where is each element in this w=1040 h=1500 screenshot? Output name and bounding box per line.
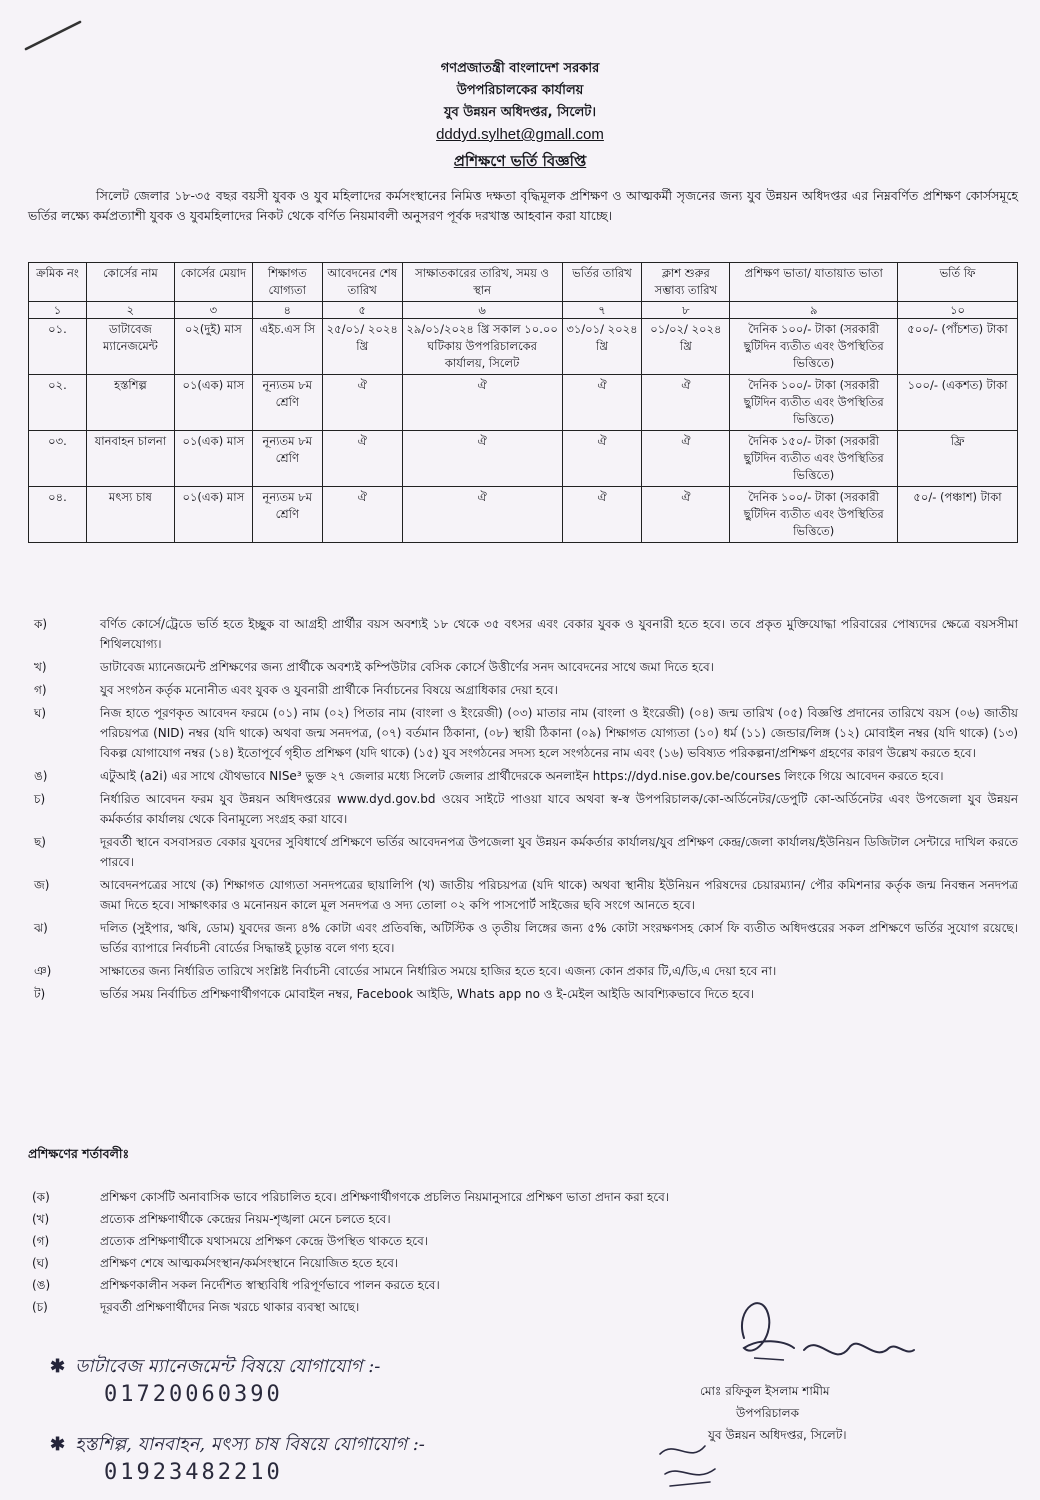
course-table [28,262,1018,543]
table-cell: ঐ [562,487,642,543]
table-cell: দৈনিক ১০০/- টাকা (সরকারী ছুটিদিন ব্যতীত এবং উপস্থিতির ভিত্তিতে) [730,319,898,375]
table-row [29,319,1018,375]
column-number: ৭ [562,302,642,319]
column-number: ৯ [730,302,898,319]
table-cell: ডাটাবেজ ম্যানেজমেন্ট [86,319,174,375]
condition-item [28,1186,928,1208]
rule-text: আবেদনপত্রের সাথে (ক) শিক্ষাগত যোগ্যতা সনদপত্রের ছায়ালিপি (খ) জাতীয় পরিচয়পত্র (যদি থাকে) অথবা স্থানীয় ইউনিয়ন পরিষদের চেয়ারম্যান/ পৌর কমিশনার কর্তৃক জন্ম নিবন্ধন সনদপত্র জমা দিতে হবে। সাক্ষাৎকার ও মনোনয়ন কালে মূল সনদপত্র ও সদ্য তোলা ০২ কপি পাসপোর্ট সাইজের ছবি সংগে আনতে হবে। [100,878,1018,912]
rule-marker: চ) [34,792,46,806]
table-cell: ৫০০/- (পাঁচশত) টাকা [898,319,1018,375]
table-cell: নূন্যতম ৮ম শ্রেণি [252,375,322,431]
condition-item [28,1208,928,1230]
rule-marker: ক) [34,617,48,631]
pen-stroke-mark [22,18,84,52]
header-admission-date: ভর্তির তারিখ [562,263,642,302]
department-name: যুব উন্নয়ন অধিদপ্তর, সিলেট। [443,105,597,120]
table-cell: ফ্রি [898,431,1018,487]
table-cell: ০২(দুই) মাস [174,319,252,375]
table-cell: ঐ [402,375,562,431]
header-fee: ভর্তি ফি [898,263,1018,302]
table-cell: ০১(এক) মাস [174,487,252,543]
header-interview: সাক্ষাতকারের তারিখ, সময় ও স্থান [402,263,562,302]
signatory-designation: উপপরিচালক [736,1406,799,1420]
column-number: ১ [29,302,87,319]
condition-text: দূরবর্তী প্রশিক্ষণার্থীদের নিজ খরচে থাকার ব্যবস্থা আছে। [100,1300,360,1314]
asterisk-icon: ✱ [50,1356,66,1377]
rule-item [28,657,1018,677]
header-course-name: কোর্সের নাম [86,263,174,302]
table-cell: ঐ [322,375,402,431]
column-number-row [29,302,1018,319]
office-name: উপপরিচালকের কার্যালয় [456,83,584,98]
rule-item [28,918,1018,958]
rule-item [28,614,1018,654]
table-cell: ২৫/০১/ ২০২৪ খ্রি [322,319,402,375]
rule-marker: জ) [34,878,50,892]
condition-text: প্রত্যেক প্রশিক্ষণার্থীকে যথাসময়ে প্রশিক্ষণ কেন্দ্রে উপস্থিত থাকতে হবে। [100,1234,429,1248]
rule-marker: গ) [34,683,47,697]
table-cell: দৈনিক ১০০/- টাকা (সরকারী ছুটিদিন ব্যতীত এবং উপস্থিতির ভিত্তিতে) [730,375,898,431]
rule-text: দলিত (সুইপার, ঋষি, ডোম) যুবদের জন্য ৪% কোটা এবং প্রতিবন্ধি, অটিস্টিক ও তৃতীয় লিঙ্গের জন্য ৫% কোটা সংরক্ষণসহ কোর্স ফি ব্যতীত অধিদপ্তরের সকল প্রশিক্ষণে ভর্তির সুযোগ রয়েছে। ভর্তির ব্যাপারে নির্বাচনী বোর্ডের সিদ্ধান্তই চূড়ান্ত বলে গণ্য হবে। [100,921,1018,955]
column-number: ৪ [252,302,322,319]
rule-item [28,703,1018,763]
initial-scribble-mark [650,1434,730,1494]
rule-text: দূরবর্তী স্থানে বসবাসরত বেকার যুবদের সুবিধার্থে প্রশিক্ষণে ভর্তির আবেদনপত্র উপজেলা যুব উন্নয়ন কর্মকর্তার কার্যালয়/যুব প্রশিক্ষণ কেন্দ্র/জেলা কার্যালয়/ইউনিয়ন ডিজিটাল সেন্টারে দাখিল করতে পারবে। [100,835,1018,869]
condition-marker: (ঙ) [32,1278,51,1292]
rule-marker: ঝ) [34,921,48,935]
condition-marker: (চ) [32,1300,48,1314]
asterisk-icon: ✱ [50,1434,66,1455]
intro-paragraph: সিলেট জেলার ১৮-৩৫ বছর বয়সী যুবক ও যুব মহিলাদের কর্মসংস্থানের নিমিত্ত দক্ষতা বৃদ্ধিমূলক প্রশিক্ষণ ও আত্মকর্মী সৃজনের জন্য যুব উন্নয়ন অধিদপ্তর এর নিম্নবর্ণিত প্রশিক্ষণ কোর্সসমূহে ভর্তির লক্ষ্যে কর্মপ্রত্যাশী যুবক ও যুবমহিলাদের নিকট থেকে বর্ণিত নিয়মাবলী অনুসরণ পূর্বক দরখাস্ত আহবান করা যাচ্ছে। [28,188,1018,223]
table-cell: ২৯/০১/২০২৪ খ্রি সকাল ১০.০০ ঘটিকায় উপপরিচালকের কার্যালয়, সিলেট [402,319,562,375]
rule-marker: ঞ) [34,964,52,978]
table-cell: এইচ.এস সি [252,319,322,375]
table-cell: ৫০/- (পঞ্চাশ) টাকা [898,487,1018,543]
rule-marker: ঘ) [34,706,47,720]
rule-marker: ট) [34,987,46,1001]
signatory-block [690,1380,990,1446]
table-cell: দৈনিক ১০০/- টাকা (সরকারী ছুটিদিন ব্যতীত এবং উপস্থিতির ভিত্তিতে) [730,487,898,543]
rule-text: যুব সংগঠন কর্তৃক মনোনীত এবং যুবক ও যুবনারী প্রার্থীকে নির্বাচনের বিষয়ে অগ্রাধিকার দেয়া হবে। [100,683,558,697]
table-cell: ঐ [402,431,562,487]
table-header-row [29,263,1018,302]
handwritten-note-database [50,1352,380,1383]
rule-text: নির্ধারিত আবেদন ফরম যুব উন্নয়ন অধিদপ্তরের www.dyd.gov.bd ওয়েব সাইটে পাওয়া যাবে অথবা স্ব-স্ব উপপরিচালক/কো-অর্ডিনেটর/ডেপুটি কো-অর্ডিনেটর এবং উপজেলা যুব উন্নয়ন কর্মকর্তার কার্যালয় থেকে বিনামূল্যে সংগ্রহ করা যাবে। [100,792,1018,826]
table-cell: ঐ [322,487,402,543]
government-name: গণপ্রজাতন্ত্রী বাংলাদেশ সরকার [440,61,600,76]
rule-text: নিজ হাতে পূরণকৃত আবেদন ফরমে (০১) নাম (০২) পিতার নাম (বাংলা ও ইংরেজী) (০৩) মাতার নাম (বাংলা ও ইংরেজী) (০৪) জন্ম তারিখ (০৫) বিজ্ঞপ্তি প্রদানের তারিখে বয়স (০৬) জাতীয় পরিচয়পত্র (NID) নম্বর (যদি থাকে) অথবা জন্ম সনদপত্র, (০৭) বর্তমান ঠিকানা, (০৮) স্থায়ী ঠিকানা (০৯) শিক্ষাগত যোগ্যতা (১০) ধর্ম (১১) জেন্ডার/লিঙ্গ (১২) মোবাইল নম্বর (যদি থাকে) (১৩) বিকল্প যোগাযোগ নম্বর (১৪) ইতোপূর্বে গৃহীত প্রশিক্ষণ (যদি থাকে) (১৫) যুব সংগঠনের সদস্য হলে সংগঠনের নাম এবং (১৬) ভবিষ্যত পরিকল্পনা/প্রশিক্ষণ গ্রহণের কারণ উল্লেখ করতে হবে। [100,706,1018,760]
column-number: ১০ [898,302,1018,319]
handwritten-phone-2[interactable]: 01923482210 [104,1460,283,1485]
rule-text: ডাটাবেজ ম্যানেজমেন্ট প্রশিক্ষণের জন্য প্রার্থীকে অবশ্যই কম্পিউটার বেসিক কোর্সে উত্তীর্ণের সনদ আবেদনের সাথে জমা দিতে হবে। [100,660,714,674]
table-cell: যানবাহন চালনা [86,431,174,487]
table-cell: ঐ [642,431,730,487]
letterhead [0,58,1040,172]
table-cell: ০১/০২/ ২০২৪ খ্রি [642,319,730,375]
table-cell: ০১. [29,319,87,375]
header-last-date: আবেদনের শেষ তারিখ [322,263,402,302]
handwritten-note-other-courses [50,1430,425,1461]
table-cell: ঐ [642,375,730,431]
table-cell: ৩১/০১/ ২০২৪ খ্রি [562,319,642,375]
condition-text: প্রশিক্ষণ শেষে আত্মকর্মসংস্থান/কর্মসংস্থানে নিয়োজিত হতে হবে। [100,1256,399,1270]
signatory-office: যুব উন্নয়ন অধিদপ্তর, সিলেট। [708,1428,847,1442]
condition-marker: (ঘ) [32,1256,49,1270]
table-cell: ঐ [642,487,730,543]
condition-marker: (ক) [32,1190,50,1204]
column-number: ৬ [402,302,562,319]
rule-marker: খ) [34,660,47,674]
rules-list [28,614,1018,1007]
rule-item [28,961,1018,981]
header-qualification: শিক্ষাগত যোগ্যতা [252,263,322,302]
handwritten-note-text: ডাটাবেজ ম্যানেজমেন্ট বিষয়ে যোগাযোগ :- [75,1356,381,1377]
conditions-title: প্রশিক্ষণের শর্তাবলীঃ [28,1146,130,1161]
handwritten-note-text: হস্তশিল্প, যানবাহন, মৎস্য চাষ বিষয়ে যোগাযোগ :- [75,1434,425,1455]
rule-text: ভর্তির সময় নির্বাচিত প্রশিক্ষণার্থীগণকে মোবাইল নম্বর, Facebook আইডি, Whats app no ও ই-মেইল আইডি আবশ্যিকভাবে দিতে হবে। [100,987,755,1001]
condition-marker: (গ) [32,1234,50,1248]
condition-marker: (খ) [32,1212,50,1226]
office-email[interactable]: dddyd.sylhet@gmall.com [436,126,604,143]
rule-item [28,789,1018,829]
rule-item [28,984,1018,1004]
signatory-name: মোঃ রফিকুল ইসলাম শামীম [700,1384,830,1398]
handwritten-phone-1[interactable]: 01720060390 [104,1382,283,1407]
table-cell: মৎস্য চাষ [86,487,174,543]
rule-item [28,766,1018,786]
rule-item [28,680,1018,700]
table-cell: ০৩. [29,431,87,487]
condition-item [28,1230,928,1252]
table-cell: ০১(এক) মাস [174,431,252,487]
condition-text: প্রত্যেক প্রশিক্ষণার্থীকে কেন্দ্রের নিয়ম-শৃঙ্খলা মেনে চলতে হবে। [100,1212,391,1226]
table-cell: ঐ [562,431,642,487]
header-allowance: প্রশিক্ষণ ভাতা/ যাতায়াত ভাতা [730,263,898,302]
table-cell: ১০০/- (একশত) টাকা [898,375,1018,431]
column-number: ২ [86,302,174,319]
table-cell: ঐ [322,431,402,487]
rule-marker: ঙ) [34,769,48,783]
table-cell: ঐ [562,375,642,431]
table-cell: ঐ [402,487,562,543]
signature-mark [724,1278,924,1388]
table-cell: ০১(এক) মাস [174,375,252,431]
condition-text: প্রশিক্ষণকালীন সকল নির্দেশিত স্বাস্থ্যবিধি পরিপূর্ণভাবে পালন করতে হবে। [100,1278,440,1292]
condition-text: প্রশিক্ষণ কোর্সটি অনাবাসিক ভাবে পরিচালিত হবে। প্রশিক্ষণার্থীগণকে প্রচলিত নিয়মানুসারে প্রশিক্ষণ ভাতা প্রদান করা হবে। [100,1190,670,1204]
table-cell: নূন্যতম ৮ম শ্রেণি [252,431,322,487]
table-cell: নূন্যতম ৮ম শ্রেণি [252,487,322,543]
table-cell: হস্তশিল্প [86,375,174,431]
rule-text: বর্ণিত কোর্সে/ট্রেডে ভর্তি হতে ইচ্ছুক বা আগ্রহী প্রার্থীর বয়স অবশ্যই ১৮ থেকে ৩৫ বৎসর এবং বেকার যুবক ও যুবনারী হতে হবে। তবে প্রকৃত মুক্তিযোদ্ধা পরিবারের পোষ্যদের ক্ষেত্রে বয়সসীমা শিথিলযোগ্য। [100,617,1018,651]
header-serial: ক্রমিক নং [29,263,87,302]
table-cell: ০৪. [29,487,87,543]
rule-text: এটুআই (a2i) এর সাথে যৌথভাবে NISe³ ভুক্ত ২৭ জেলার মধ্যে সিলেট জেলার প্রার্থীদেরকে অনলাইন https://dyd.nise.gov.be/courses লিংকে গিয়ে আবেদন করতে হবে। [100,769,944,783]
table-row [29,487,1018,543]
header-class-start: ক্লাশ শুরুর সম্ভাব্য তারিখ [642,263,730,302]
table-cell: ০২. [29,375,87,431]
rule-item [28,875,1018,915]
header-duration: কোর্সের মেয়াদ [174,263,252,302]
column-number: ৫ [322,302,402,319]
table-row [29,375,1018,431]
column-number: ৩ [174,302,252,319]
condition-item [28,1252,928,1274]
rule-marker: ছ) [34,835,46,849]
rule-text: সাক্ষাতের জন্য নির্ধারিত তারিখে সংশ্লিষ্ট নির্বাচনী বোর্ডের সামনে নির্ধারিত সময়ে হাজির হতে হবে। এজন্য কোন প্রকার টি,এ/ডি,এ দেয়া হবে না। [100,964,777,978]
table-cell: দৈনিক ১৫০/- টাকা (সরকারী ছুটিদিন ব্যতীত এবং উপস্থিতির ভিত্তিতে) [730,431,898,487]
table-row [29,431,1018,487]
rule-item [28,832,1018,872]
column-number: ৮ [642,302,730,319]
notice-title: প্রশিক্ষণে ভর্তি বিজ্ঞপ্তি [453,152,587,170]
